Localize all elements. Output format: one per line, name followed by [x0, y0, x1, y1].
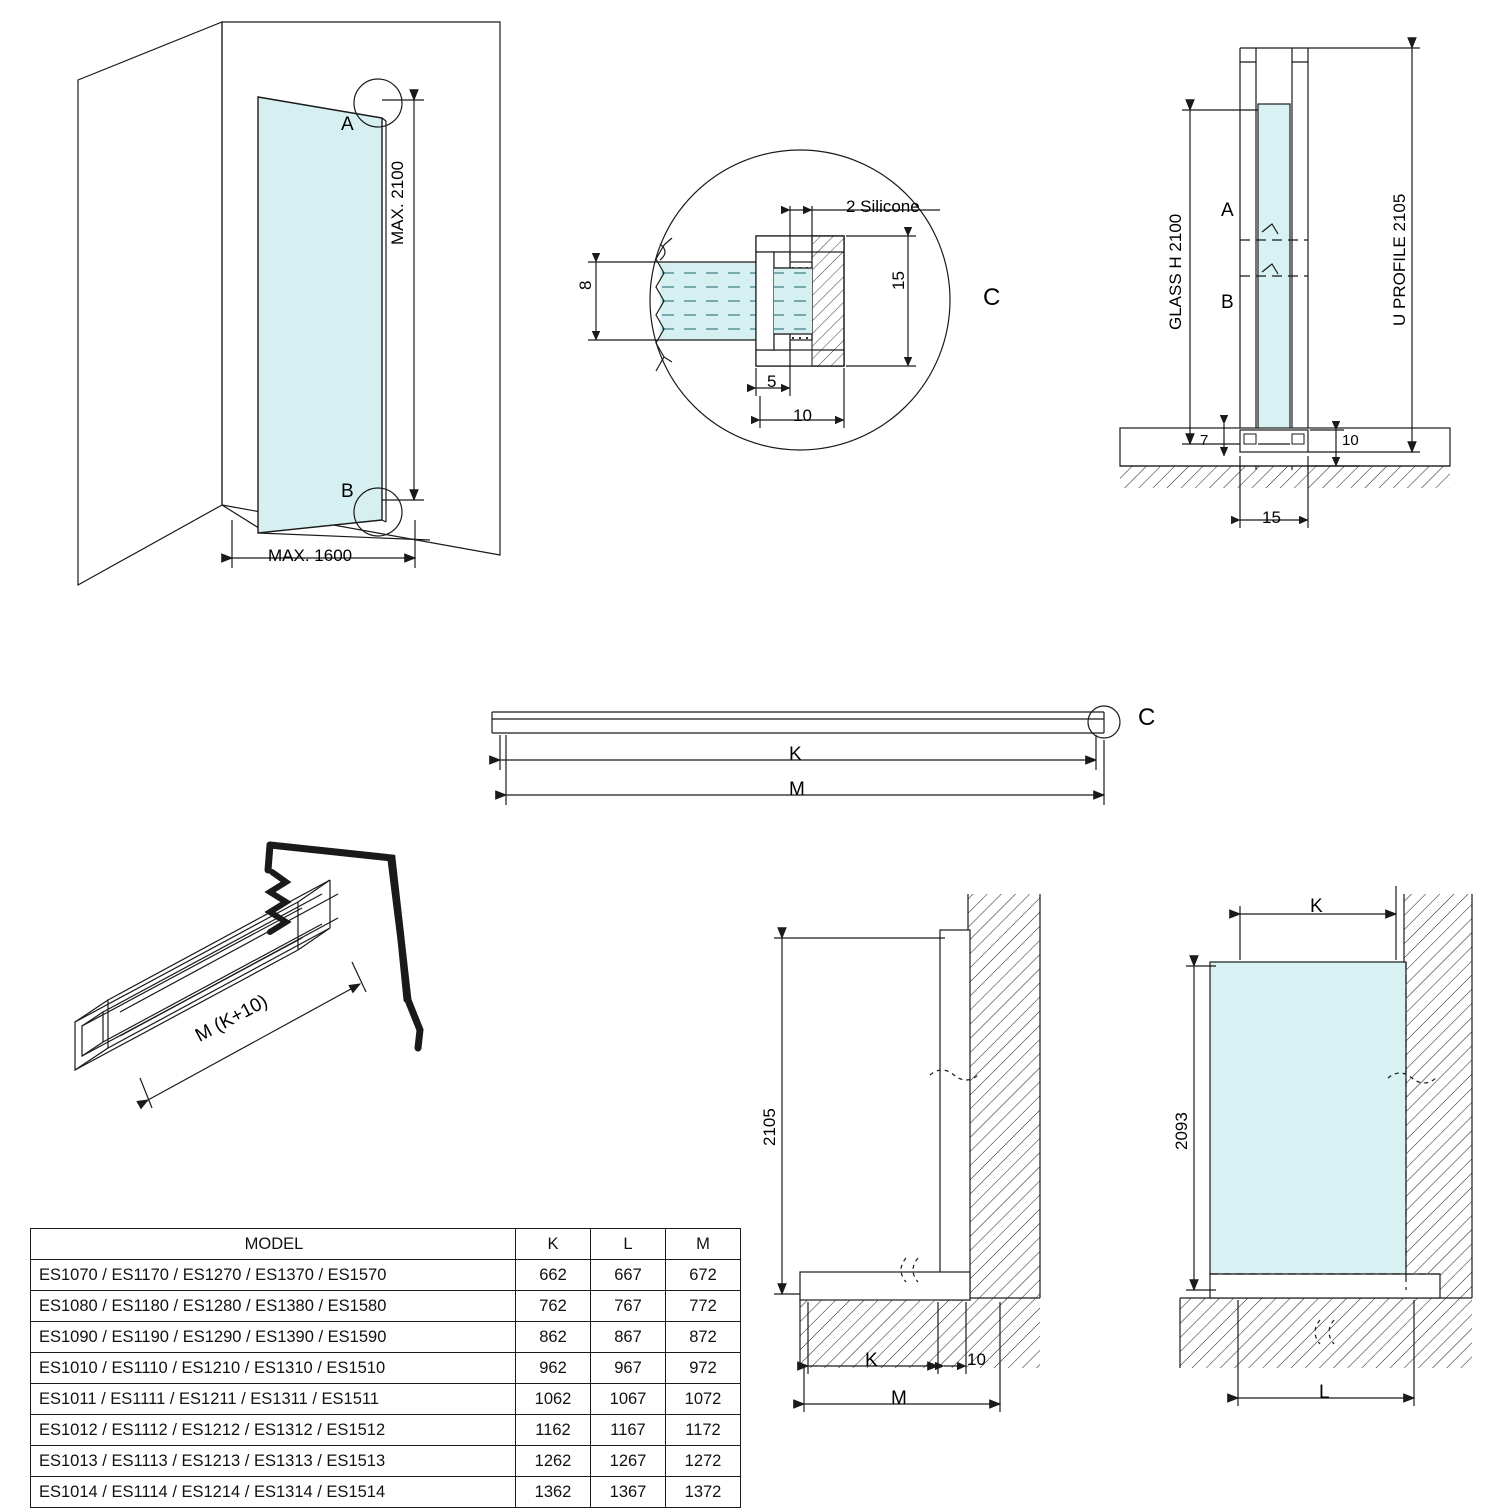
cell-m: 772 — [666, 1291, 741, 1322]
cell-model: ES1010 / ES1110 / ES1210 / ES1310 / ES1510 — [31, 1353, 516, 1384]
cell-m: 1372 — [666, 1477, 741, 1508]
cell-l: 667 — [591, 1260, 666, 1291]
cell-k: 962 — [516, 1353, 591, 1384]
cell-k: 862 — [516, 1322, 591, 1353]
cell-m: 1272 — [666, 1446, 741, 1477]
cell-model: ES1014 / ES1114 / ES1214 / ES1314 / ES1514 — [31, 1477, 516, 1508]
cell-model: ES1090 / ES1190 / ES1290 / ES1390 / ES1590 — [31, 1322, 516, 1353]
cell-l: 867 — [591, 1322, 666, 1353]
dim-10-wall: 10 — [967, 1350, 986, 1369]
header-k: K — [516, 1229, 591, 1260]
table-row — [31, 1446, 741, 1477]
cell-l: 1367 — [591, 1477, 666, 1508]
cell-l: 1167 — [591, 1415, 666, 1446]
detail-c-group — [588, 150, 950, 450]
cell-l: 967 — [591, 1353, 666, 1384]
dim-u-profile-2105: U PROFILE 2105 — [1390, 193, 1409, 326]
cell-l: 767 — [591, 1291, 666, 1322]
cell-model: ES1080 / ES1180 / ES1280 / ES1380 / ES1580 — [31, 1291, 516, 1322]
table-row — [31, 1260, 741, 1291]
header-m: M — [666, 1229, 741, 1260]
cell-m: 972 — [666, 1353, 741, 1384]
table-body — [31, 1229, 741, 1508]
isometric-profile-group — [75, 845, 420, 1108]
model-dimension-table — [30, 1228, 741, 1508]
cell-model: ES1070 / ES1170 / ES1270 / ES1370 / ES1570 — [31, 1260, 516, 1291]
dim-2105-wall: 2105 — [760, 1108, 779, 1146]
profile-bar-group — [492, 706, 1120, 805]
cell-m: 1072 — [666, 1384, 741, 1415]
table-row — [31, 1384, 741, 1415]
table-row — [31, 1291, 741, 1322]
dim-glass-8: 8 — [576, 280, 595, 290]
cell-model: ES1013 / ES1113 / ES1213 / ES1313 / ES1513 — [31, 1446, 516, 1477]
dim-glass-h-2100: GLASS H 2100 — [1166, 213, 1185, 330]
label-b-section: B — [1221, 292, 1234, 313]
label-2-silicone: 2 Silicone — [846, 197, 920, 216]
dim-l-glass: L — [1319, 1382, 1330, 1403]
dim-k-wall: K — [865, 1350, 878, 1371]
dim-m-bar: M — [789, 779, 805, 800]
dim-profile-15: 15 — [889, 271, 908, 290]
cell-model: ES1012 / ES1112 / ES1212 / ES1312 / ES1512 — [31, 1415, 516, 1446]
panel-view-group — [78, 22, 500, 585]
dim-m-k10: M (K+10) — [192, 991, 272, 1047]
dim-10-section: 10 — [1342, 432, 1359, 449]
table-row — [31, 1322, 741, 1353]
cell-l: 1267 — [591, 1446, 666, 1477]
dim-k-bar: K — [789, 744, 802, 765]
label-a-panel: A — [341, 114, 354, 135]
header-model: MODEL — [31, 1229, 516, 1260]
dim-max-1600: MAX. 1600 — [268, 546, 353, 565]
callout-c-bar: C — [1138, 704, 1156, 731]
dim-max-2100: MAX. 2100 — [388, 160, 407, 245]
dim-10-detail: 10 — [793, 406, 812, 425]
callout-c-detail: C — [983, 284, 1001, 311]
cell-k: 1162 — [516, 1415, 591, 1446]
dim-m-wall: M — [891, 1388, 907, 1409]
dim-2093-glass: 2093 — [1172, 1112, 1191, 1150]
cell-k: 762 — [516, 1291, 591, 1322]
cell-l: 1067 — [591, 1384, 666, 1415]
header-l: L — [591, 1229, 666, 1260]
table-row — [31, 1353, 741, 1384]
cell-k: 662 — [516, 1260, 591, 1291]
label-b-panel: B — [341, 481, 354, 502]
cell-k: 1262 — [516, 1446, 591, 1477]
cell-m: 672 — [666, 1260, 741, 1291]
label-a-section: A — [1221, 200, 1234, 221]
cell-m: 1172 — [666, 1415, 741, 1446]
cell-k: 1062 — [516, 1384, 591, 1415]
cell-k: 1362 — [516, 1477, 591, 1508]
dim-k-glass: K — [1310, 896, 1323, 917]
dim-15-section: 15 — [1262, 508, 1281, 527]
dim-5: 5 — [767, 372, 777, 391]
wall-section-group — [774, 894, 1040, 1412]
cell-m: 872 — [666, 1322, 741, 1353]
table-header-row — [31, 1229, 741, 1260]
cell-model: ES1011 / ES1111 / ES1211 / ES1311 / ES1511 — [31, 1384, 516, 1415]
table-row — [31, 1415, 741, 1446]
glass-section-group — [1180, 886, 1472, 1406]
dim-7: 7 — [1200, 432, 1209, 449]
table-row — [31, 1477, 741, 1508]
